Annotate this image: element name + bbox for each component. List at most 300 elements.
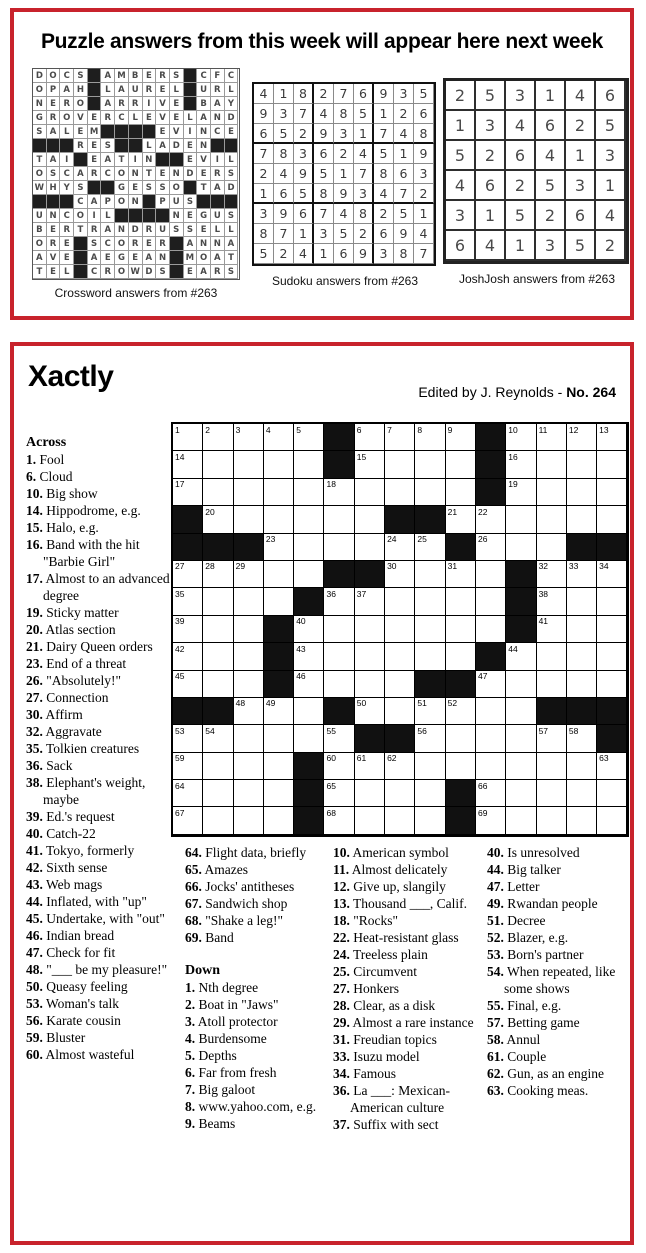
- puzzle-cell[interactable]: [385, 643, 415, 670]
- puzzle-cell[interactable]: 58: [567, 725, 597, 752]
- puzzle-cell[interactable]: 12: [567, 424, 597, 451]
- puzzle-cell[interactable]: 60: [324, 753, 354, 780]
- joshjosh-answer-cell: 4: [476, 231, 506, 261]
- sudoku-answer-cell: 9: [314, 124, 334, 144]
- puzzle-cell[interactable]: 38: [537, 588, 567, 615]
- puzzle-cell[interactable]: [567, 807, 597, 834]
- puzzle-cell[interactable]: 37: [355, 588, 385, 615]
- joshjosh-answers-section: [443, 78, 631, 286]
- answer-letter-cell: O: [170, 181, 184, 195]
- clue-across-56: 56. Karate cousin: [26, 1013, 121, 1028]
- answer-letter-cell: R: [74, 139, 88, 153]
- answer-letter-cell: E: [156, 167, 170, 181]
- answer-block-cell: [225, 139, 239, 153]
- puzzle-cell[interactable]: 7: [385, 424, 415, 451]
- answer-block-cell: [170, 153, 184, 167]
- puzzle-cell[interactable]: [476, 725, 506, 752]
- puzzle-cell[interactable]: [355, 506, 385, 533]
- puzzle-cell[interactable]: [506, 753, 536, 780]
- puzzle-cell[interactable]: [537, 780, 567, 807]
- puzzle-cell[interactable]: 47: [476, 671, 506, 698]
- answer-letter-cell: L: [101, 83, 115, 97]
- puzzle-cell[interactable]: [537, 451, 567, 478]
- answer-letter-cell: N: [47, 209, 61, 223]
- puzzle-cell[interactable]: [446, 753, 476, 780]
- sudoku-answer-cell: 1: [354, 124, 374, 144]
- puzzle-cell[interactable]: 31: [446, 561, 476, 588]
- clue-down-58: 58. Annul: [487, 1032, 541, 1047]
- joshjosh-answer-cell: 6: [446, 231, 476, 261]
- puzzle-cell[interactable]: [506, 671, 536, 698]
- answer-letter-cell: A: [211, 97, 225, 111]
- puzzle-cell[interactable]: [415, 753, 445, 780]
- puzzle-cell[interactable]: [567, 479, 597, 506]
- puzzle-cell[interactable]: [537, 534, 567, 561]
- sudoku-answer-cell: 3: [414, 164, 434, 184]
- sudoku-answer-cell: 2: [394, 104, 414, 124]
- joshjosh-answer-cell: 6: [476, 171, 506, 201]
- sudoku-answer-cell: 9: [294, 164, 314, 184]
- puzzle-cell[interactable]: [203, 671, 233, 698]
- joshjosh-answer-cell: 4: [506, 111, 536, 141]
- answer-letter-cell: O: [33, 167, 47, 181]
- sudoku-answer-cell: 2: [334, 144, 354, 164]
- puzzle-cell[interactable]: 64: [173, 780, 203, 807]
- puzzle-box: [10, 342, 634, 1245]
- puzzle-cell[interactable]: 54: [203, 725, 233, 752]
- sudoku-answer-cell: 9: [274, 204, 294, 224]
- puzzle-cell[interactable]: [234, 780, 264, 807]
- clue-down-37: 37. Suffix with sect: [333, 1117, 439, 1132]
- puzzle-cell[interactable]: 22: [476, 506, 506, 533]
- puzzle-cell[interactable]: [567, 753, 597, 780]
- puzzle-cell[interactable]: [264, 479, 294, 506]
- puzzle-cell[interactable]: [567, 780, 597, 807]
- puzzle-cell[interactable]: [264, 780, 294, 807]
- puzzle-cell[interactable]: [537, 506, 567, 533]
- puzzle-cell[interactable]: 25: [415, 534, 445, 561]
- puzzle-cell[interactable]: [234, 725, 264, 752]
- answer-letter-cell: W: [33, 181, 47, 195]
- answer-letter-cell: O: [197, 251, 211, 265]
- answer-letter-cell: S: [170, 223, 184, 237]
- sudoku-answer-cell: 5: [274, 124, 294, 144]
- puzzle-cell[interactable]: [264, 561, 294, 588]
- answer-letter-cell: E: [60, 237, 74, 251]
- answer-letter-cell: N: [170, 167, 184, 181]
- joshjosh-answer-cell: 5: [536, 171, 566, 201]
- puzzle-cell[interactable]: [446, 479, 476, 506]
- answer-letter-cell: A: [225, 237, 239, 251]
- puzzle-cell[interactable]: [324, 671, 354, 698]
- puzzle-cell[interactable]: [446, 725, 476, 752]
- puzzle-cell[interactable]: [294, 506, 324, 533]
- answer-letter-cell: A: [211, 181, 225, 195]
- puzzle-cell[interactable]: [385, 616, 415, 643]
- puzzle-cell[interactable]: [355, 643, 385, 670]
- puzzle-cell[interactable]: [385, 479, 415, 506]
- answer-letter-cell: R: [156, 237, 170, 251]
- puzzle-cell[interactable]: [385, 588, 415, 615]
- puzzle-cell[interactable]: [355, 616, 385, 643]
- puzzle-cell[interactable]: 40: [294, 616, 324, 643]
- sudoku-answer-cell: 5: [354, 104, 374, 124]
- puzzle-cell[interactable]: [385, 698, 415, 725]
- answer-letter-cell: O: [74, 209, 88, 223]
- answer-block-cell: [74, 237, 88, 251]
- sudoku-answer-cell: 8: [294, 84, 314, 104]
- puzzle-cell[interactable]: [567, 643, 597, 670]
- puzzle-cell[interactable]: [203, 588, 233, 615]
- sudoku-answer-cell: 3: [374, 244, 394, 264]
- puzzle-cell[interactable]: [324, 534, 354, 561]
- answer-letter-cell: T: [197, 181, 211, 195]
- puzzle-cell[interactable]: 28: [203, 561, 233, 588]
- puzzle-cell[interactable]: 50: [355, 698, 385, 725]
- answer-letter-cell: L: [184, 111, 198, 125]
- answer-letter-cell: L: [225, 223, 239, 237]
- puzzle-block-cell: [597, 534, 627, 561]
- puzzle-cell[interactable]: [294, 725, 324, 752]
- puzzle-cell[interactable]: [234, 643, 264, 670]
- puzzle-cell[interactable]: [234, 807, 264, 834]
- puzzle-cell[interactable]: [355, 807, 385, 834]
- puzzle-cell[interactable]: [567, 451, 597, 478]
- answer-letter-cell: E: [88, 153, 102, 167]
- answer-letter-cell: T: [74, 223, 88, 237]
- puzzle-cell[interactable]: [415, 643, 445, 670]
- clue-down-6: 6. Far from fresh: [185, 1065, 277, 1080]
- puzzle-cell[interactable]: [506, 506, 536, 533]
- puzzle-cell[interactable]: [264, 451, 294, 478]
- puzzle-cell[interactable]: [415, 616, 445, 643]
- answer-letter-cell: L: [211, 223, 225, 237]
- puzzle-cell[interactable]: 11: [537, 424, 567, 451]
- puzzle-cell[interactable]: 67: [173, 807, 203, 834]
- puzzle-cell[interactable]: 27: [173, 561, 203, 588]
- sudoku-answer-cell: 9: [414, 144, 434, 164]
- puzzle-block-cell: [597, 725, 627, 752]
- puzzle-cell[interactable]: [264, 725, 294, 752]
- clue-across-53: 53. Woman's talk: [26, 996, 119, 1011]
- puzzle-cell[interactable]: 39: [173, 616, 203, 643]
- joshjosh-answer-cell: 6: [596, 81, 626, 111]
- sudoku-answer-cell: 8: [394, 244, 414, 264]
- puzzle-cell[interactable]: 35: [173, 588, 203, 615]
- puzzle-cell[interactable]: [597, 506, 627, 533]
- answer-letter-cell: A: [143, 251, 157, 265]
- puzzle-cell[interactable]: 8: [415, 424, 445, 451]
- puzzle-cell[interactable]: 2: [203, 424, 233, 451]
- puzzle-cell[interactable]: 30: [385, 561, 415, 588]
- puzzle-cell[interactable]: 44: [506, 643, 536, 670]
- answer-letter-cell: S: [47, 167, 61, 181]
- puzzle-cell[interactable]: [203, 753, 233, 780]
- puzzle-cell[interactable]: [264, 506, 294, 533]
- puzzle-cell[interactable]: [234, 506, 264, 533]
- puzzle-cell[interactable]: [264, 753, 294, 780]
- puzzle-cell[interactable]: 68: [324, 807, 354, 834]
- puzzle-cell[interactable]: [537, 671, 567, 698]
- answer-letter-cell: V: [197, 153, 211, 167]
- puzzle-cell[interactable]: [234, 588, 264, 615]
- down-clues-column-2: [333, 844, 487, 1133]
- answer-letter-cell: U: [211, 209, 225, 223]
- sudoku-answer-cell: 4: [254, 84, 274, 104]
- puzzle-cell[interactable]: 41: [537, 616, 567, 643]
- puzzle-cell[interactable]: [537, 807, 567, 834]
- puzzle-cell[interactable]: 23: [264, 534, 294, 561]
- puzzle-cell[interactable]: 26: [476, 534, 506, 561]
- puzzle-cell[interactable]: 4: [264, 424, 294, 451]
- sudoku-answer-cell: 9: [354, 244, 374, 264]
- puzzle-cell[interactable]: 21: [446, 506, 476, 533]
- sudoku-answer-cell: 4: [354, 144, 374, 164]
- answer-block-cell: [74, 251, 88, 265]
- puzzle-cell[interactable]: 45: [173, 671, 203, 698]
- puzzle-cell[interactable]: [597, 616, 627, 643]
- puzzle-cell[interactable]: [234, 616, 264, 643]
- clue-down-52: 52. Blazer, e.g.: [487, 930, 569, 945]
- puzzle-cell[interactable]: [234, 479, 264, 506]
- puzzle-cell[interactable]: 10: [506, 424, 536, 451]
- puzzle-cell[interactable]: [597, 479, 627, 506]
- puzzle-cell[interactable]: [506, 807, 536, 834]
- answer-letter-cell: E: [156, 125, 170, 139]
- answer-letter-cell: O: [115, 167, 129, 181]
- puzzle-cell[interactable]: [415, 780, 445, 807]
- puzzle-cell[interactable]: [476, 561, 506, 588]
- puzzle-cell[interactable]: [385, 807, 415, 834]
- puzzle-block-cell: [476, 451, 506, 478]
- answer-letter-cell: A: [115, 83, 129, 97]
- puzzle-cell[interactable]: [385, 780, 415, 807]
- puzzle-cell[interactable]: [264, 588, 294, 615]
- puzzle-cell[interactable]: [355, 780, 385, 807]
- puzzle-cell[interactable]: 56: [415, 725, 445, 752]
- puzzle-cell[interactable]: 46: [294, 671, 324, 698]
- puzzle-cell[interactable]: [385, 451, 415, 478]
- puzzle-cell[interactable]: [264, 807, 294, 834]
- sudoku-answer-cell: 8: [274, 144, 294, 164]
- puzzle-cell[interactable]: [294, 698, 324, 725]
- puzzle-cell[interactable]: [415, 479, 445, 506]
- puzzle-cell[interactable]: [294, 479, 324, 506]
- puzzle-cell[interactable]: [234, 671, 264, 698]
- puzzle-cell[interactable]: [597, 643, 627, 670]
- puzzle-cell[interactable]: 5: [294, 424, 324, 451]
- puzzle-cell[interactable]: 65: [324, 780, 354, 807]
- puzzle-cell[interactable]: 34: [597, 561, 627, 588]
- puzzle-cell[interactable]: 51: [415, 698, 445, 725]
- clue-across-67: 67. Sandwich shop: [185, 896, 288, 911]
- puzzle-cell[interactable]: [506, 698, 536, 725]
- puzzle-block-cell: [567, 534, 597, 561]
- puzzle-cell[interactable]: 55: [324, 725, 354, 752]
- puzzle-cell[interactable]: [355, 479, 385, 506]
- puzzle-cell[interactable]: 42: [173, 643, 203, 670]
- clue-down-13: 13. Thousand ___, Calif.: [333, 896, 467, 911]
- puzzle-cell[interactable]: 33: [567, 561, 597, 588]
- puzzle-cell[interactable]: [203, 807, 233, 834]
- puzzle-cell[interactable]: 3: [234, 424, 264, 451]
- puzzle-cell[interactable]: [476, 588, 506, 615]
- puzzle-cell[interactable]: [446, 588, 476, 615]
- puzzle-cell[interactable]: [415, 451, 445, 478]
- answer-letter-cell: V: [170, 125, 184, 139]
- sudoku-answer-cell: 1: [314, 244, 334, 264]
- puzzle-cell[interactable]: [506, 780, 536, 807]
- answer-letter-cell: R: [156, 69, 170, 83]
- puzzle-cell[interactable]: [597, 451, 627, 478]
- puzzle-cell[interactable]: [234, 451, 264, 478]
- answer-letter-cell: O: [33, 83, 47, 97]
- puzzle-cell[interactable]: [567, 671, 597, 698]
- answer-letter-cell: E: [143, 237, 157, 251]
- puzzle-cell[interactable]: [567, 616, 597, 643]
- puzzle-cell[interactable]: 59: [173, 753, 203, 780]
- puzzle-cell[interactable]: [506, 534, 536, 561]
- puzzle-cell[interactable]: 13: [597, 424, 627, 451]
- answer-letter-cell: L: [143, 139, 157, 153]
- puzzle-cell[interactable]: 1: [173, 424, 203, 451]
- joshjosh-answer-cell: 1: [506, 231, 536, 261]
- answer-letter-cell: A: [197, 265, 211, 279]
- puzzle-cell[interactable]: [476, 753, 506, 780]
- puzzle-cell[interactable]: 17: [173, 479, 203, 506]
- puzzle-cell[interactable]: [294, 534, 324, 561]
- answer-letter-cell: C: [88, 265, 102, 279]
- puzzle-cell[interactable]: [597, 671, 627, 698]
- answer-letter-cell: T: [225, 251, 239, 265]
- answer-letter-cell: B: [33, 223, 47, 237]
- clue-across-39: 39. Ed.'s request: [26, 809, 115, 824]
- puzzle-cell[interactable]: [324, 506, 354, 533]
- puzzle-cell[interactable]: 32: [537, 561, 567, 588]
- puzzle-cell[interactable]: 9: [446, 424, 476, 451]
- puzzle-cell[interactable]: [597, 807, 627, 834]
- puzzle-cell[interactable]: [415, 588, 445, 615]
- puzzle-cell[interactable]: [597, 780, 627, 807]
- puzzle-cell[interactable]: 36: [324, 588, 354, 615]
- puzzle-cell[interactable]: [203, 616, 233, 643]
- puzzle-cell[interactable]: [476, 616, 506, 643]
- puzzle-cell[interactable]: 66: [476, 780, 506, 807]
- clue-down-5: 5. Depths: [185, 1048, 237, 1063]
- puzzle-cell[interactable]: 62: [385, 753, 415, 780]
- puzzle-cell[interactable]: [324, 616, 354, 643]
- answer-letter-cell: A: [197, 111, 211, 125]
- answer-letter-cell: V: [47, 251, 61, 265]
- puzzle-cell[interactable]: 61: [355, 753, 385, 780]
- answer-letter-cell: E: [225, 125, 239, 139]
- puzzle-cell[interactable]: 18: [324, 479, 354, 506]
- puzzle-cell[interactable]: [537, 643, 567, 670]
- answer-letter-cell: V: [156, 111, 170, 125]
- answer-letter-cell: A: [47, 125, 61, 139]
- answer-letter-cell: S: [88, 237, 102, 251]
- puzzle-cell[interactable]: 16: [506, 451, 536, 478]
- puzzle-cell[interactable]: [446, 451, 476, 478]
- puzzle-cell[interactable]: [537, 753, 567, 780]
- clue-across-36: 36. Sack: [26, 758, 73, 773]
- sudoku-answer-cell: 7: [374, 124, 394, 144]
- puzzle-cell[interactable]: [385, 671, 415, 698]
- answer-block-cell: [33, 139, 47, 153]
- joshjosh-answers-grid: [443, 78, 629, 264]
- answer-letter-cell: E: [74, 125, 88, 139]
- puzzle-cell[interactable]: 6: [355, 424, 385, 451]
- puzzle-cell[interactable]: [294, 451, 324, 478]
- sudoku-answer-cell: 7: [254, 144, 274, 164]
- answer-letter-cell: C: [211, 125, 225, 139]
- puzzle-cell[interactable]: [355, 671, 385, 698]
- puzzle-block-cell: [476, 643, 506, 670]
- puzzle-cell[interactable]: [597, 588, 627, 615]
- joshjosh-answer-cell: 3: [476, 111, 506, 141]
- puzzle-cell[interactable]: 15: [355, 451, 385, 478]
- puzzle-cell[interactable]: [294, 561, 324, 588]
- puzzle-cell[interactable]: [415, 561, 445, 588]
- puzzle-block-cell: [324, 424, 354, 451]
- puzzle-cell[interactable]: 53: [173, 725, 203, 752]
- puzzle-cell[interactable]: [234, 753, 264, 780]
- puzzle-cell[interactable]: [415, 807, 445, 834]
- answer-letter-cell: L: [170, 83, 184, 97]
- clue-down-51: 51. Decree: [487, 913, 546, 928]
- answer-letter-cell: A: [101, 97, 115, 111]
- puzzle-cell[interactable]: 43: [294, 643, 324, 670]
- answer-block-cell: [143, 209, 157, 223]
- puzzle-cell[interactable]: 14: [173, 451, 203, 478]
- puzzle-cell[interactable]: [324, 643, 354, 670]
- puzzle-cell[interactable]: 57: [537, 725, 567, 752]
- puzzle-cell[interactable]: [476, 698, 506, 725]
- puzzle-cell[interactable]: [446, 616, 476, 643]
- clue-down-57: 57. Betting game: [487, 1015, 580, 1030]
- puzzle-cell[interactable]: 49: [264, 698, 294, 725]
- puzzle-cell[interactable]: [355, 534, 385, 561]
- sudoku-answer-cell: 7: [394, 184, 414, 204]
- puzzle-cell[interactable]: 48: [234, 698, 264, 725]
- answer-letter-cell: R: [101, 265, 115, 279]
- puzzle-cell[interactable]: 52: [446, 698, 476, 725]
- puzzle-cell[interactable]: [567, 506, 597, 533]
- puzzle-cell[interactable]: 69: [476, 807, 506, 834]
- joshjosh-answer-cell: 2: [446, 81, 476, 111]
- clue-down-24: 24. Treeless plain: [333, 947, 428, 962]
- puzzle-cell[interactable]: [203, 451, 233, 478]
- puzzle-cell[interactable]: [537, 479, 567, 506]
- puzzle-cell[interactable]: 29: [234, 561, 264, 588]
- puzzle-cell[interactable]: [203, 643, 233, 670]
- answer-letter-cell: D: [33, 69, 47, 83]
- puzzle-block-cell: [173, 534, 203, 561]
- puzzle-cell[interactable]: 19: [506, 479, 536, 506]
- sudoku-answer-cell: 5: [414, 84, 434, 104]
- puzzle-cell[interactable]: [203, 479, 233, 506]
- puzzle-cell[interactable]: 63: [597, 753, 627, 780]
- joshjosh-answers-caption: JoshJosh answers from #263: [458, 272, 616, 286]
- answer-letter-cell: E: [143, 111, 157, 125]
- answer-letter-cell: R: [88, 223, 102, 237]
- puzzle-cell[interactable]: [567, 588, 597, 615]
- puzzle-cell[interactable]: [203, 780, 233, 807]
- puzzle-cell[interactable]: 24: [385, 534, 415, 561]
- puzzle-cell[interactable]: 20: [203, 506, 233, 533]
- puzzle-cell[interactable]: [506, 725, 536, 752]
- puzzle-cell[interactable]: [446, 643, 476, 670]
